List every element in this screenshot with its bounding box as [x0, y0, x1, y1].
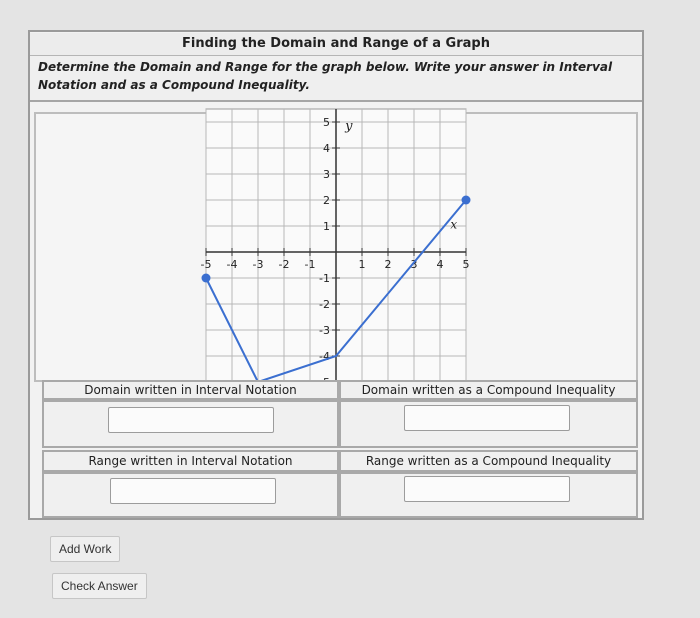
x-tick-label: 5	[462, 258, 470, 271]
range-interval-label: Range written in Interval Notation	[88, 454, 293, 468]
y-tick-label: -1	[319, 272, 330, 285]
y-tick-label: 5	[323, 116, 330, 129]
y-tick-label: 3	[323, 168, 330, 181]
y-tick-label: -2	[319, 298, 330, 311]
domain-compound-label: Domain written as a Compound Inequality	[361, 383, 616, 397]
x-tick-label: -2	[278, 258, 290, 271]
right-endpoint	[462, 196, 471, 205]
x-tick-label: -3	[252, 258, 264, 271]
y-tick-label: 4	[323, 142, 330, 155]
x-tick-label: 1	[358, 258, 366, 271]
y-tick-label: -3	[319, 324, 330, 337]
x-tick-label: 2	[384, 258, 392, 271]
x-tick-label: 4	[436, 258, 444, 271]
range-interval-input[interactable]	[110, 478, 276, 504]
y-axis-label: y	[345, 118, 353, 134]
x-axis-label: x	[450, 217, 458, 232]
x-tick-label: 3	[410, 258, 418, 271]
x-tick-label: -5	[200, 258, 212, 271]
domain-interval-input[interactable]	[108, 407, 274, 433]
coordinate-graph	[200, 108, 470, 380]
range-compound-label: Range written as a Compound Inequality	[365, 454, 612, 468]
y-tick-label: 2	[323, 194, 330, 207]
check-answer-button[interactable]: Check Answer	[52, 573, 147, 599]
page-title: Finding the Domain and Range of a Graph	[30, 33, 642, 56]
range-compound-input[interactable]	[404, 476, 570, 502]
left-endpoint	[202, 274, 211, 283]
add-work-button[interactable]: Add Work	[50, 536, 120, 562]
x-tick-label: -4	[226, 258, 238, 271]
y-tick-label: 1	[323, 220, 330, 233]
y-tick-label: -4	[319, 350, 330, 363]
domain-interval-label: Domain written in Interval Notation	[84, 383, 297, 397]
instructions-text: Determine the Domain and Range for the graph below. Write your answer in Interval Notation and as a Compound Inequality.	[30, 56, 642, 102]
x-tick-label: -1	[304, 258, 316, 271]
domain-compound-input[interactable]	[404, 405, 570, 431]
